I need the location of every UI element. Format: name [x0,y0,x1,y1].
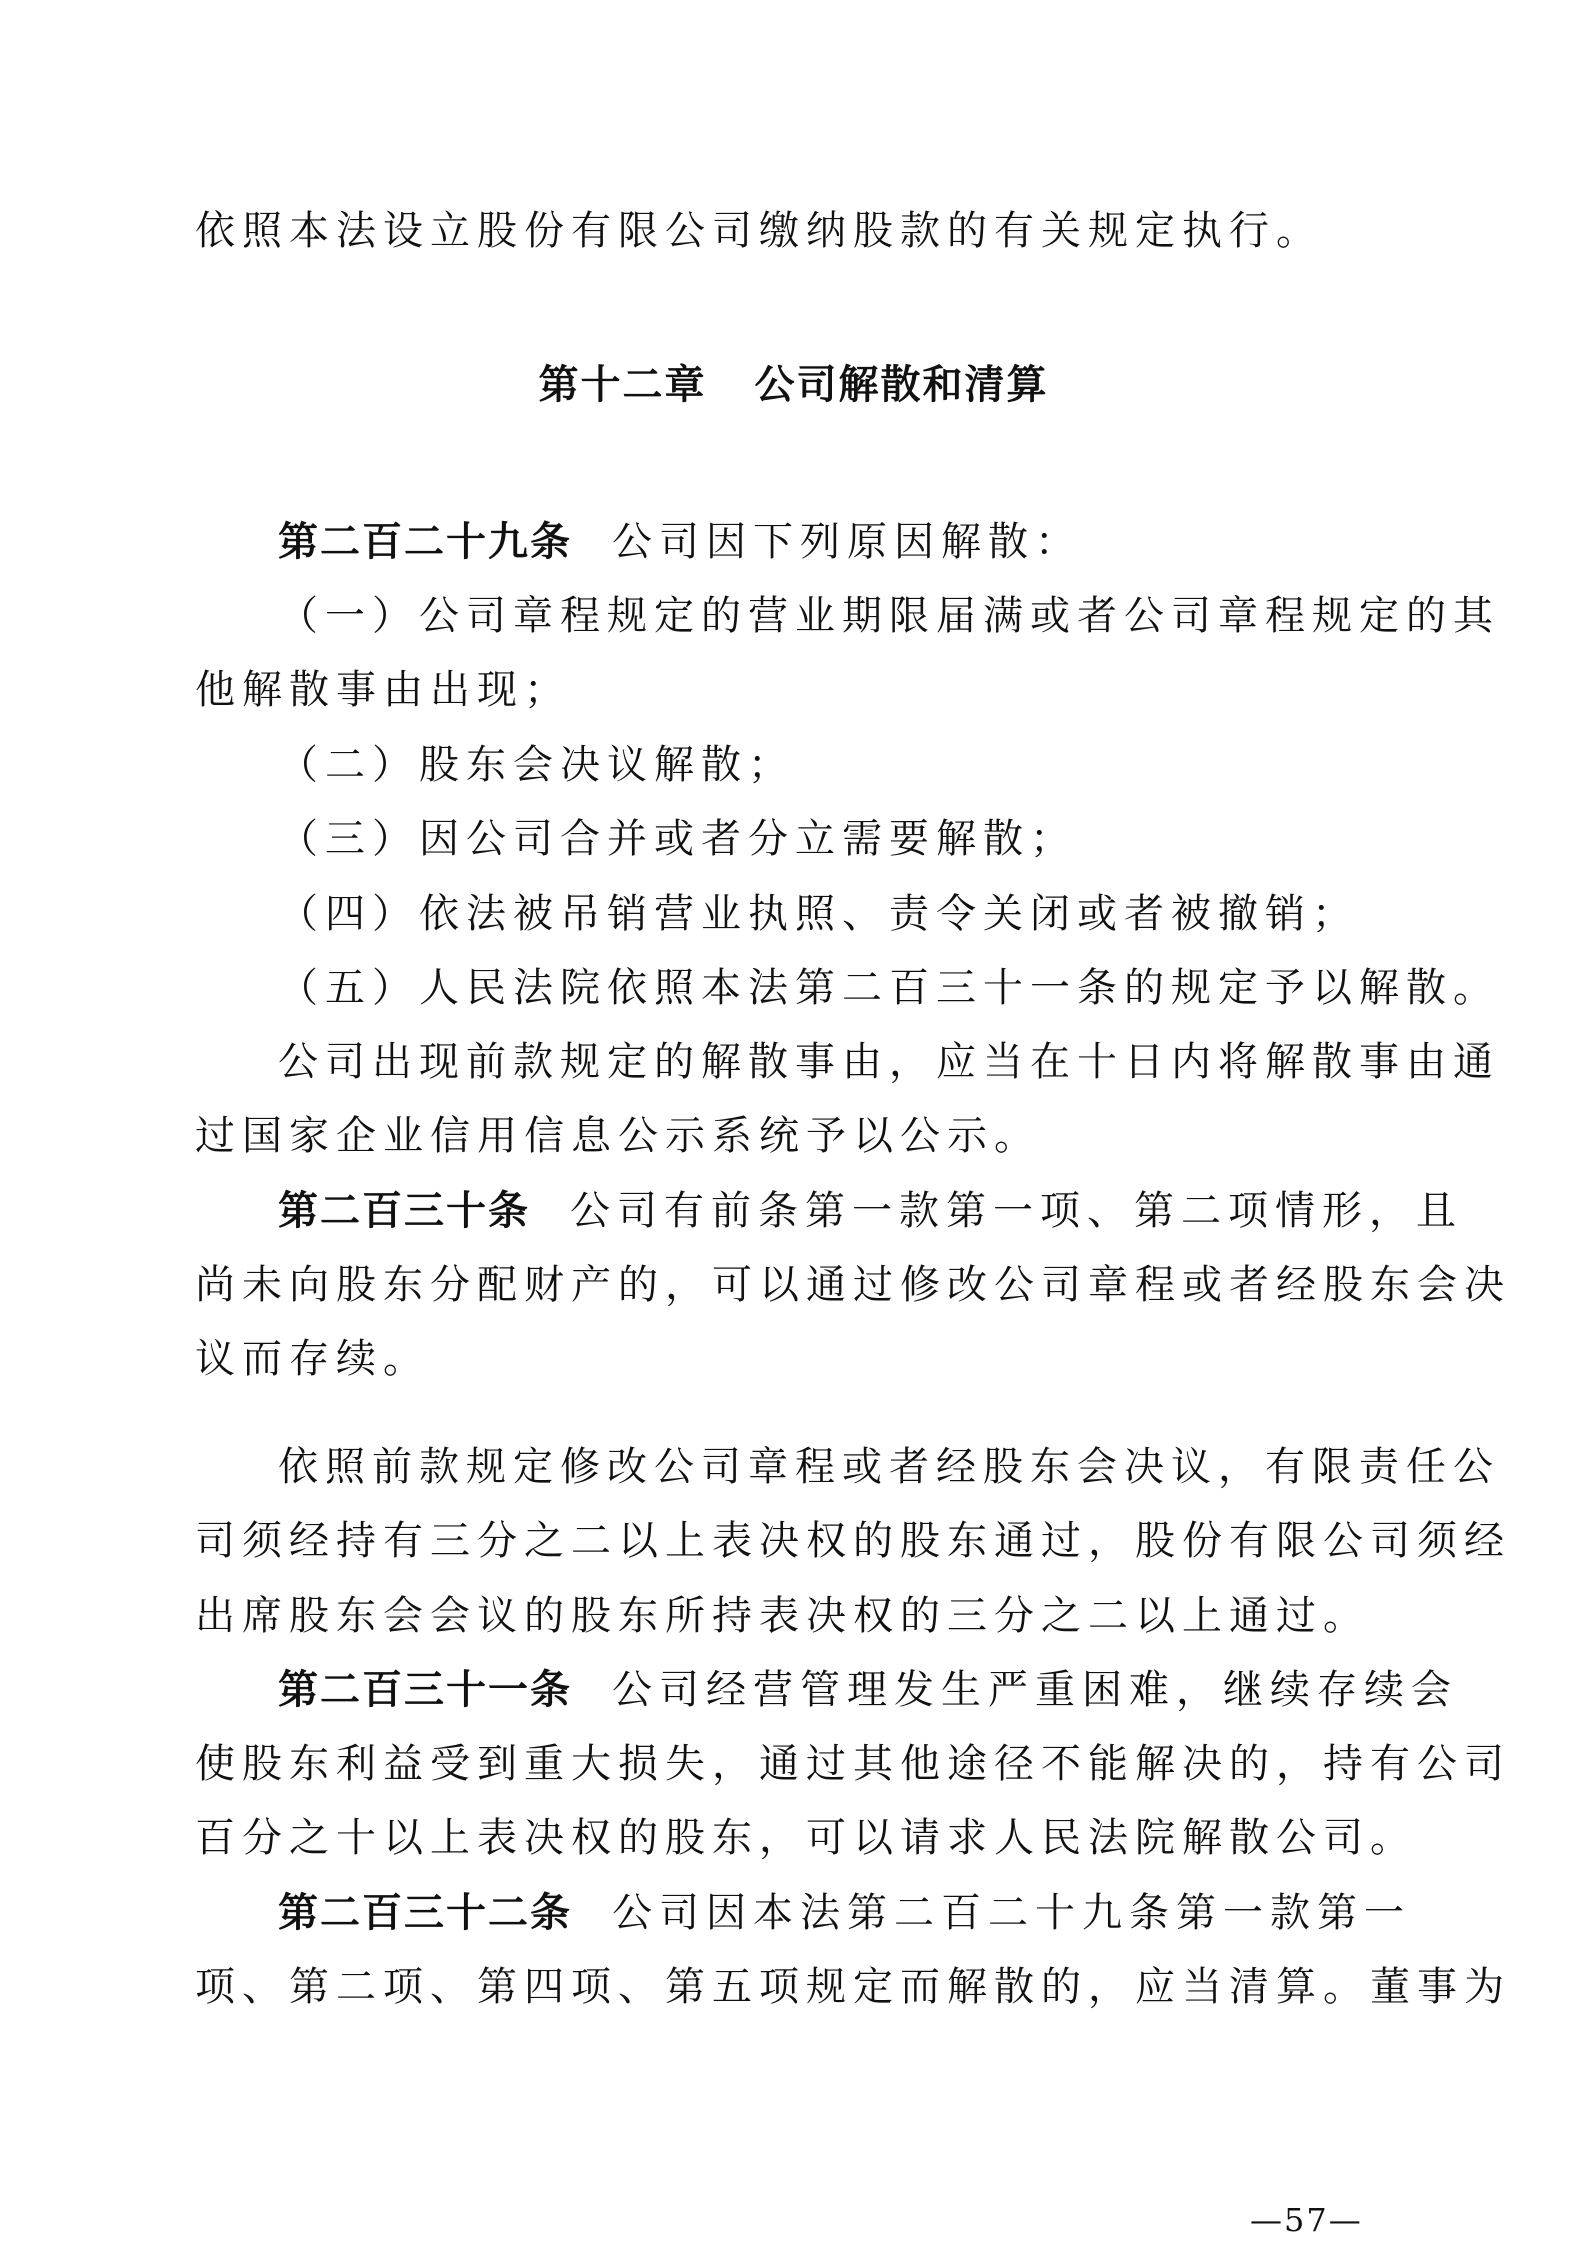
article-230-line-3: 议而存续。 [195,1336,430,1382]
continuation-line: 依照本法设立股份有限公司缴纳股款的有关规定执行。 [195,208,1323,254]
article-229-item-1-line-1: （一）公司章程规定的营业期限届满或者公司章程规定的其 [278,593,1500,639]
article-230-line-2: 尚未向股东分配财产的，可以通过修改公司章程或者经股东会决 [195,1262,1511,1308]
article-230-line-1: 公司有前条第一款第一项、第二项情形，且 [570,1188,1463,1234]
article-229-item-3: （三）因公司合并或者分立需要解散； [278,816,1077,862]
chapter-heading [0,359,1587,411]
article-231-line-3: 百分之十以上表决权的股东，可以请求人民法院解散公司。 [195,1815,1417,1861]
article-230-heading: 第二百三十条 [278,1188,530,1234]
article-231-heading: 第二百三十一条 [278,1667,572,1713]
article-229-item-4: （四）依法被吊销营业执照、责令关闭或者被撤销； [278,891,1359,937]
article-232-first-line [278,1887,1458,1939]
page-number: —57— [1250,2201,1363,2239]
article-229-item-5: （五）人民法院依照本法第二百三十一条的规定予以解散。 [278,965,1500,1011]
chapter-number: 第十二章 [538,362,707,408]
article-229-item-2: （二）股东会决议解散； [278,742,795,788]
article-229-heading: 第二百二十九条 [278,519,572,565]
article-232-heading: 第二百三十二条 [278,1890,572,1936]
article-231-line-1: 公司经营管理发生严重困难，继续存续会 [612,1667,1458,1713]
article-229-first-line [278,516,1458,568]
article-231-line-2: 使股东利益受到重大损失，通过其他途径不能解决的，持有公司 [195,1741,1511,1787]
article-229-para-2-line-1: 公司出现前款规定的解散事由，应当在十日内将解散事由通 [278,1039,1500,1085]
article-232-line-2: 项、第二项、第四项、第五项规定而解散的，应当清算。董事为 [195,1964,1511,2010]
article-229-item-1-line-2: 他解散事由出现； [195,667,571,713]
article-230-first-line [278,1185,1463,1237]
article-230-para-2-line-3: 出席股东会会议的股东所持表决权的三分之二以上通过。 [195,1593,1370,1639]
article-229-text: 公司因下列原因解散： [612,519,1082,565]
article-229-para-2-line-2: 过国家企业信用信息公示系统予以公示。 [195,1113,1041,1159]
article-232-line-1: 公司因本法第二百二十九条第一款第一 [612,1890,1411,1936]
article-231-first-line [278,1664,1458,1716]
chapter-title: 公司解散和清算 [754,362,1049,408]
article-230-para-2-line-2: 司须经持有三分之二以上表决权的股东通过，股份有限公司须经 [195,1518,1511,1564]
article-230-para-2-line-1: 依照前款规定修改公司章程或者经股东会决议，有限责任公 [278,1444,1500,1490]
